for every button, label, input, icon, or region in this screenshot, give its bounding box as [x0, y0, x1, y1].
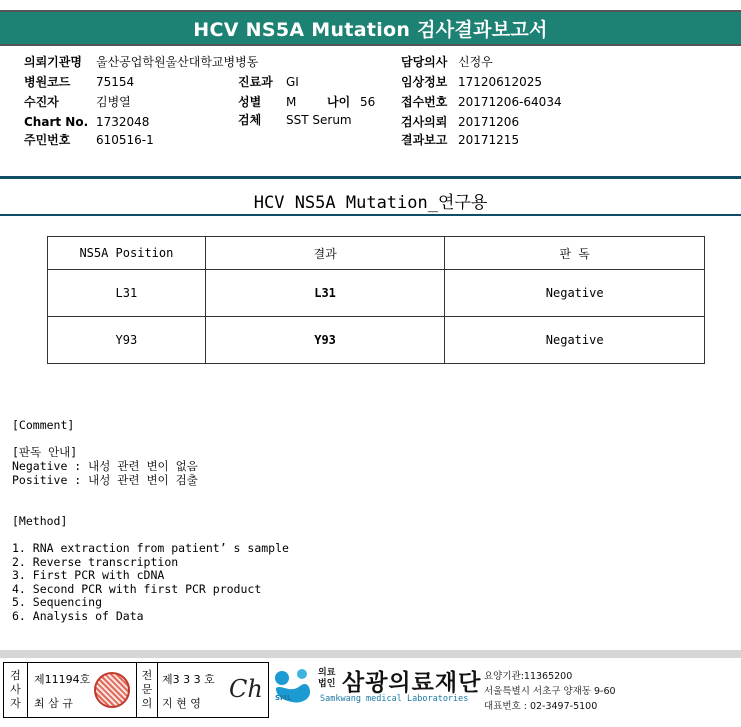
code-value: 75154: [96, 75, 135, 89]
doctor-value: 신정우: [458, 55, 493, 69]
chart-value: 1732048: [96, 115, 150, 129]
request-label: 검사의뢰: [401, 115, 448, 129]
org-english-name: Samkwang medical Laboratories: [320, 694, 469, 704]
method-heading: [Method]: [12, 514, 68, 528]
resident-value: 610516-1: [96, 133, 154, 147]
comment-heading: [Comment]: [12, 418, 75, 432]
patient-value: 김병열: [96, 95, 131, 109]
result-cell: L31: [205, 270, 445, 317]
report-label: 결과보고: [401, 133, 448, 147]
table-row: [48, 270, 705, 317]
report-value: 20171215: [458, 133, 520, 147]
specimen-value: SST Serum: [286, 113, 352, 127]
interpretation-cell: Negative: [445, 317, 705, 364]
accession-value: 20171206-64034: [458, 95, 562, 109]
method-step: 3. First PCR with cDNA: [12, 568, 165, 582]
hospital-label: 의뢰기관명: [24, 55, 82, 69]
sex-value: M: [286, 95, 297, 109]
position-cell: Y93: [48, 317, 206, 364]
code-label: 병원코드: [24, 75, 71, 89]
dept-label: 진료과: [238, 75, 273, 89]
table-row: [48, 317, 705, 364]
specialist-name: 지 현 영: [162, 697, 201, 710]
clinical-value: 17120612025: [458, 75, 542, 89]
accession-label: 접수번호: [401, 95, 448, 109]
patient-info: [0, 54, 741, 166]
specimen-label: 검체: [238, 113, 262, 127]
dept-value: GI: [286, 75, 299, 89]
specialist-label: [136, 663, 158, 717]
inspector-number: 제11194호: [34, 673, 91, 686]
age-value: 56: [360, 95, 376, 109]
age-label: 나이: [327, 95, 351, 109]
org-type-line: 법인: [318, 679, 336, 689]
clinical-label: 임상정보: [401, 75, 448, 89]
handwritten-signature: Ch: [229, 675, 263, 703]
specialist-label-char: 전: [141, 669, 153, 682]
chart-label: Chart No.: [24, 115, 89, 129]
org-type-line: 의료: [318, 668, 336, 678]
table-header-row: [48, 237, 705, 270]
specialist-label-char: 문: [141, 683, 153, 696]
footer-band: [0, 650, 741, 658]
specialist-label-char: 의: [141, 697, 153, 710]
hospital-value: 울산공업학원울산대학교병병동: [96, 55, 259, 69]
official-seal-stamp: [94, 672, 130, 708]
method-step: 6. Analysis of Data: [12, 609, 144, 623]
guide-positive: Positive : 내성 관련 변이 검출: [12, 473, 198, 487]
method-step: 2. Reverse transcription: [12, 555, 179, 569]
patient-label: 수진자: [24, 95, 59, 109]
phone: 대표번호 : 02-3497-5100: [484, 701, 598, 712]
interpretation-cell: Negative: [445, 270, 705, 317]
resident-label: 주민번호: [24, 133, 71, 147]
inspector-label-char: 자: [10, 697, 21, 710]
inspector-name: 최 삼 규: [34, 697, 73, 710]
section-title: HCV NS5A Mutation_연구용: [253, 193, 488, 213]
result-table: [47, 236, 705, 364]
inspector-label-char: 검: [10, 669, 21, 682]
signature-box: [3, 662, 269, 718]
specialist-number: 제3 3 3 호: [162, 673, 215, 686]
section-divider: [0, 214, 741, 216]
guide-negative: Negative : 내성 관련 변이 없음: [12, 459, 198, 473]
inspector-label: [4, 663, 28, 717]
result-cell: Y93: [205, 317, 445, 364]
address: 서울특별시 서초구 양재동 9-60: [484, 686, 616, 697]
method-step: 5. Sequencing: [12, 595, 103, 609]
facility-code: 요양기관:11365200: [484, 671, 573, 682]
request-value: 20171206: [458, 115, 520, 129]
guide-heading: [판독 안내]: [12, 445, 78, 459]
method-step: 4. Second PCR with first PCR product: [12, 582, 262, 596]
report-title: HCV NS5A Mutation 검사결과보고서: [193, 18, 548, 41]
org-name: 삼광의료재단: [342, 670, 482, 696]
column-header-result: 결과: [205, 237, 445, 270]
method-step: 1. RNA extraction from patient’ s sample: [12, 541, 289, 555]
logo-text: SML: [275, 694, 292, 702]
position-cell: L31: [48, 270, 206, 317]
inspector-label-char: 사: [10, 683, 21, 696]
org-type: [318, 668, 335, 690]
column-header-position: NS5A Position: [48, 237, 206, 270]
sex-label: 성별: [238, 95, 262, 109]
title-bar: [0, 10, 741, 46]
doctor-label: 담당의사: [401, 55, 448, 69]
column-header-interpretation: 판 독: [445, 237, 705, 270]
header-divider: [0, 176, 741, 179]
